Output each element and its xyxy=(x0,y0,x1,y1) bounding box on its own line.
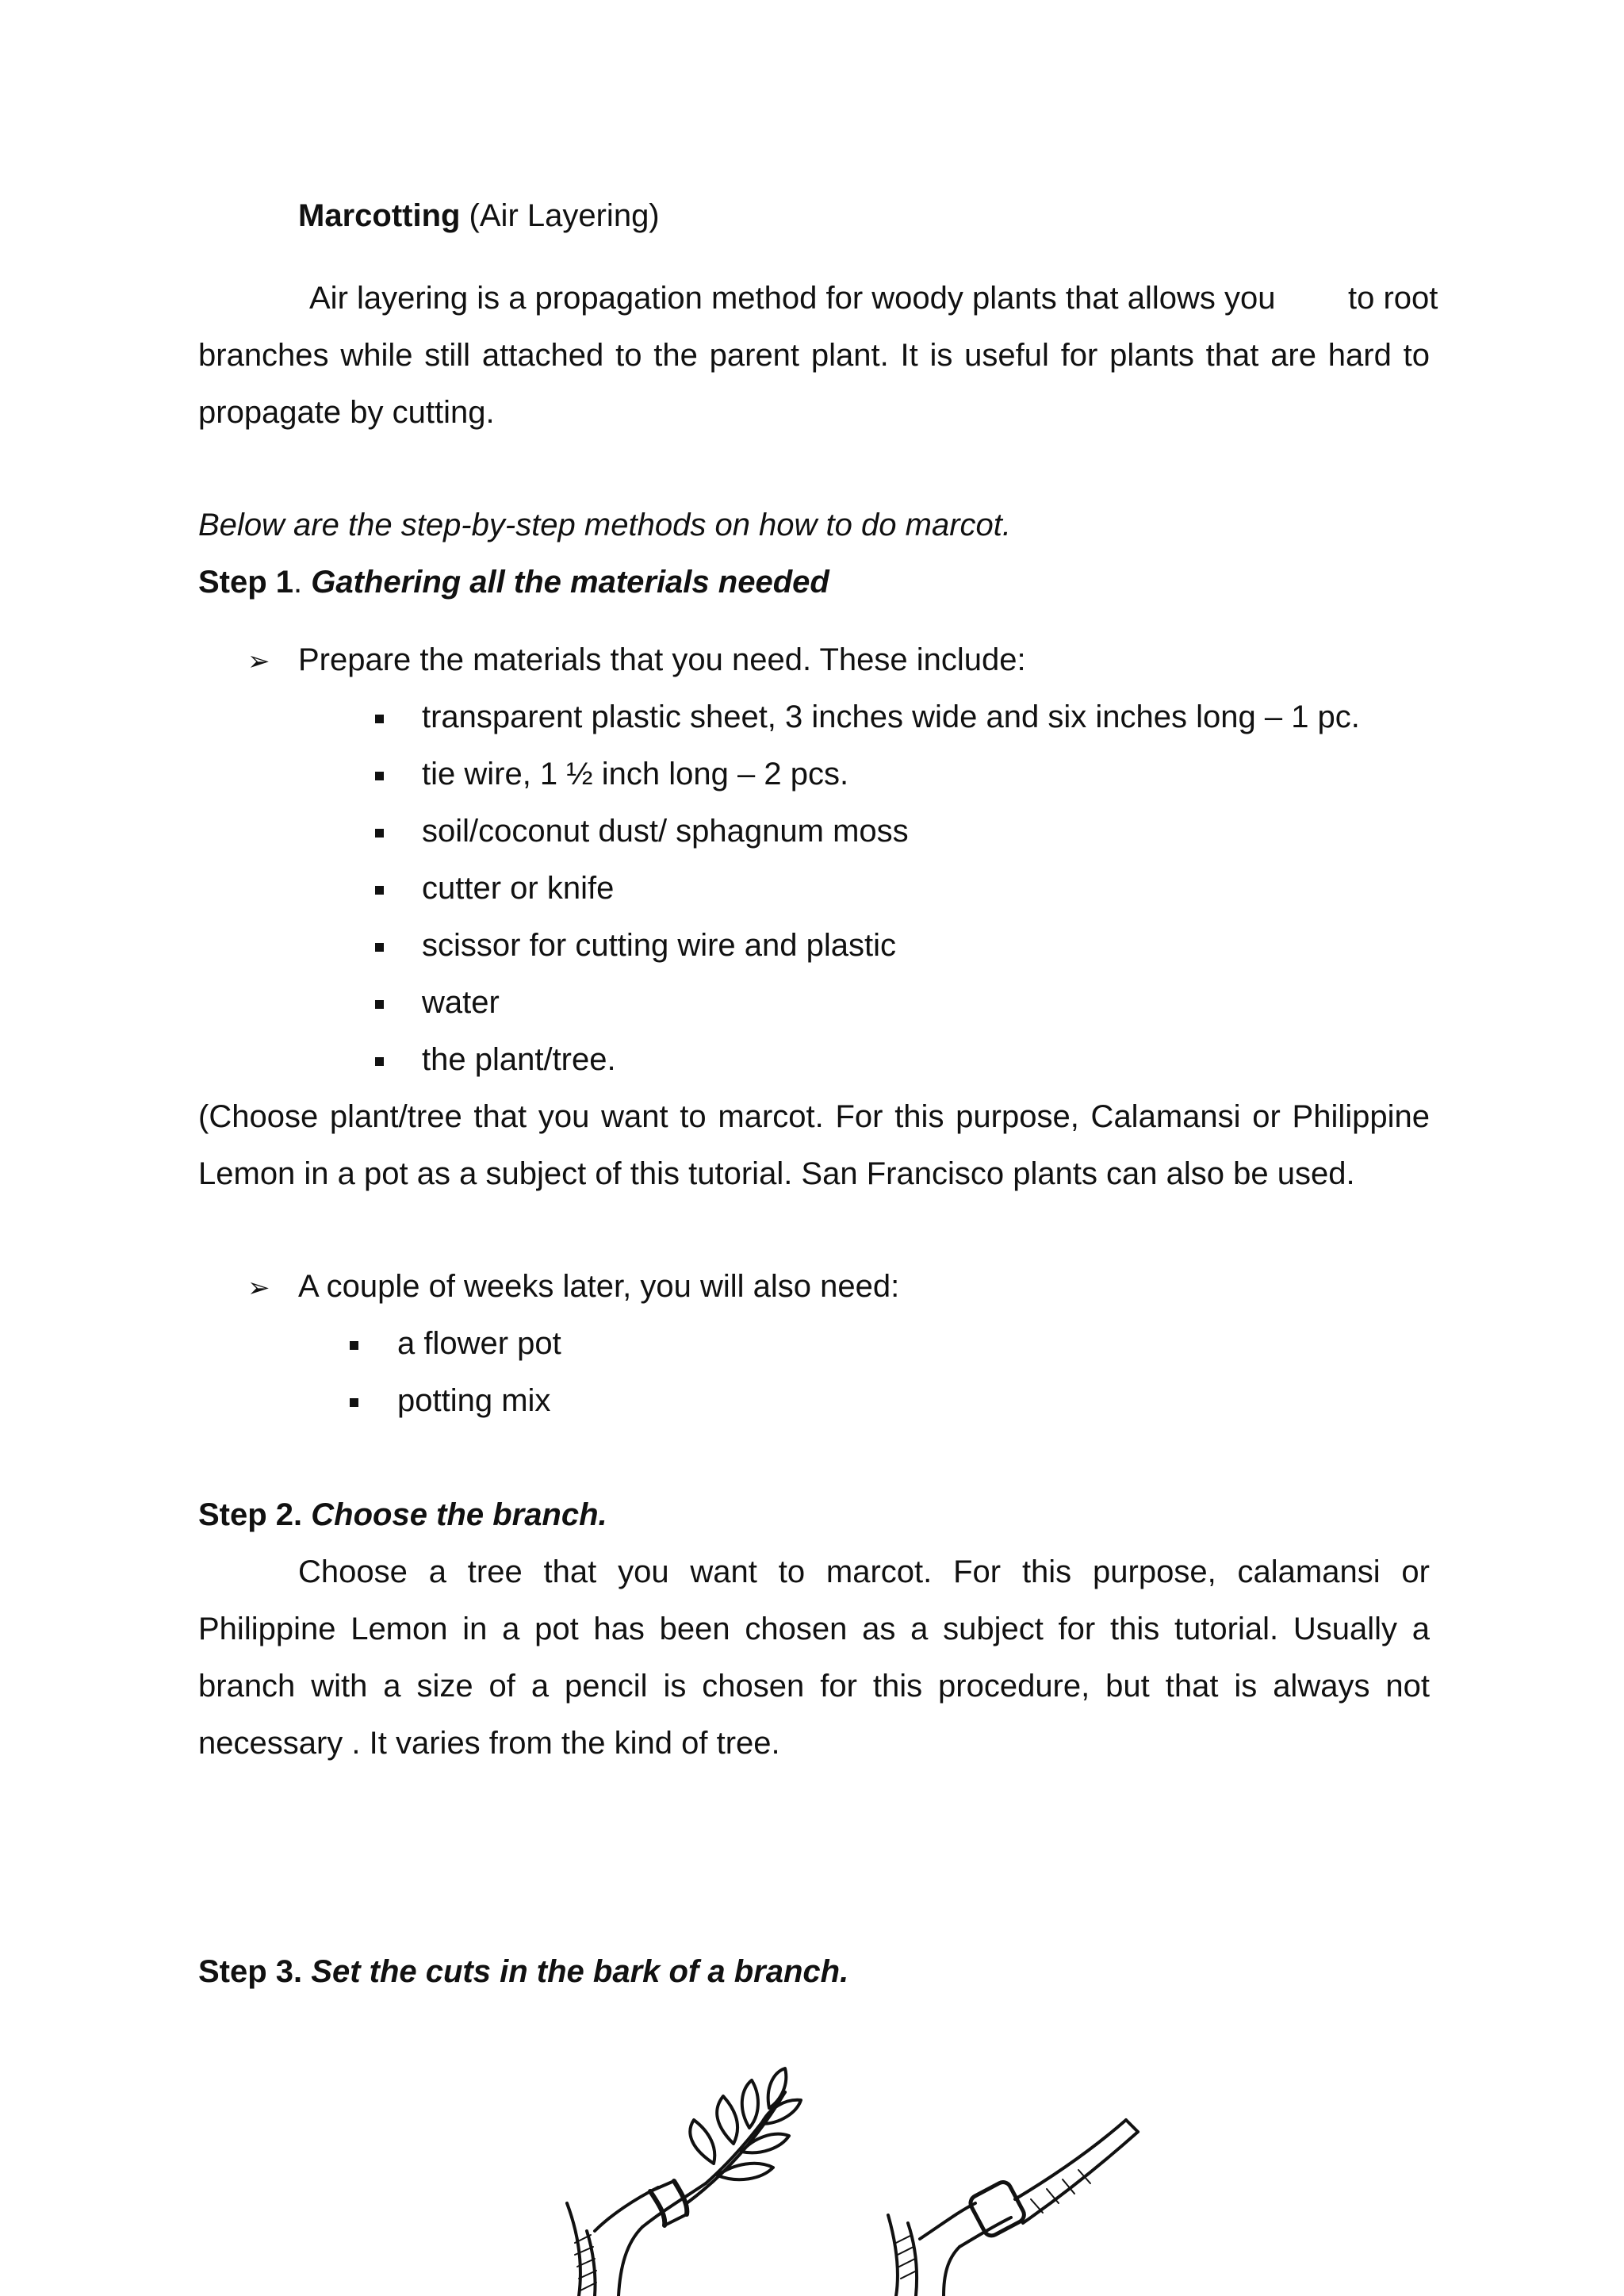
square-bullet-icon xyxy=(375,772,384,780)
step2-label: Step 2. xyxy=(198,1497,303,1532)
step2-heading xyxy=(198,1496,607,1534)
step1-bullet-2: A couple of weeks later, you will also need: xyxy=(298,1269,900,1304)
square-bullet-icon xyxy=(350,1398,358,1407)
step3-title: Set the cuts in the bark of a branch. xyxy=(311,1954,849,1989)
later-item: potting mix xyxy=(397,1383,551,1418)
square-bullet-icon xyxy=(375,1057,384,1066)
arrowhead-bullet-icon: ➢ xyxy=(247,1273,270,1303)
title-rest: (Air Layering) xyxy=(460,198,660,233)
step1-note-line-2: Lemon in a pot as a subject of this tutorial. San Francisco plants can also be used. xyxy=(198,1156,1355,1191)
material-item: soil/coconut dust/ sphagnum moss xyxy=(422,814,909,849)
step1-label: Step 1 xyxy=(198,565,294,600)
step1-note-line-1: (Choose plant/tree that you want to marcot. For this purpose, Calamansi or Philippine xyxy=(198,1099,1430,1134)
material-item: cutter or knife xyxy=(422,871,615,906)
step1-bullet-1: Prepare the materials that you need. These include: xyxy=(298,642,1026,677)
material-item: water xyxy=(422,985,500,1020)
step2-line-4: necessary . It varies from the kind of tree. xyxy=(198,1726,780,1761)
step3-heading xyxy=(198,1953,848,1991)
material-item: tie wire, 1 ½ inch long – 2 pcs. xyxy=(422,757,849,792)
square-bullet-icon xyxy=(375,886,384,895)
material-item: the plant/tree. xyxy=(422,1042,616,1077)
step1-heading xyxy=(198,563,829,601)
step2-line-1: Choose a tree that you want to marcot. For this purpose, calamansi or xyxy=(298,1554,1430,1589)
intro-line-3: propagate by cutting. xyxy=(198,395,495,430)
square-bullet-icon xyxy=(375,715,384,723)
square-bullet-icon xyxy=(375,1000,384,1009)
square-bullet-icon xyxy=(375,943,384,952)
lead-sentence: Below are the step-by-step methods on how to do marcot. xyxy=(198,508,1011,542)
step3-label: Step 3. xyxy=(198,1954,303,1989)
arrowhead-bullet-icon: ➢ xyxy=(247,646,270,677)
intro-line-2: branches while still attached to the parent plant. It is useful for plants that are hard to xyxy=(198,338,1430,373)
step1-sep: . xyxy=(293,565,312,600)
square-bullet-icon xyxy=(375,829,384,838)
page-title xyxy=(298,197,660,235)
title-bold: Marcotting xyxy=(298,198,461,233)
material-item: transparent plastic sheet, 3 inches wide and six inches long – 1 pc. xyxy=(422,700,1360,734)
branch-cut-illustration xyxy=(547,2045,1142,2296)
later-item: a flower pot xyxy=(397,1326,561,1361)
step2-line-2: Philippine Lemon in a pot has been chosen as a subject for this tutorial. Usually a xyxy=(198,1612,1430,1646)
step1-title: Gathering all the materials needed xyxy=(311,565,829,600)
step2-line-3: branch with a size of a pencil is chosen for this procedure, but that is always not xyxy=(198,1669,1430,1704)
square-bullet-icon xyxy=(350,1341,358,1350)
intro-line-1b: to root xyxy=(1348,281,1438,316)
material-item: scissor for cutting wire and plastic xyxy=(422,928,897,963)
intro-line-1a: Air layering is a propagation method for woody plants that allows you xyxy=(309,281,1276,316)
step2-title: Choose the branch. xyxy=(311,1497,607,1532)
